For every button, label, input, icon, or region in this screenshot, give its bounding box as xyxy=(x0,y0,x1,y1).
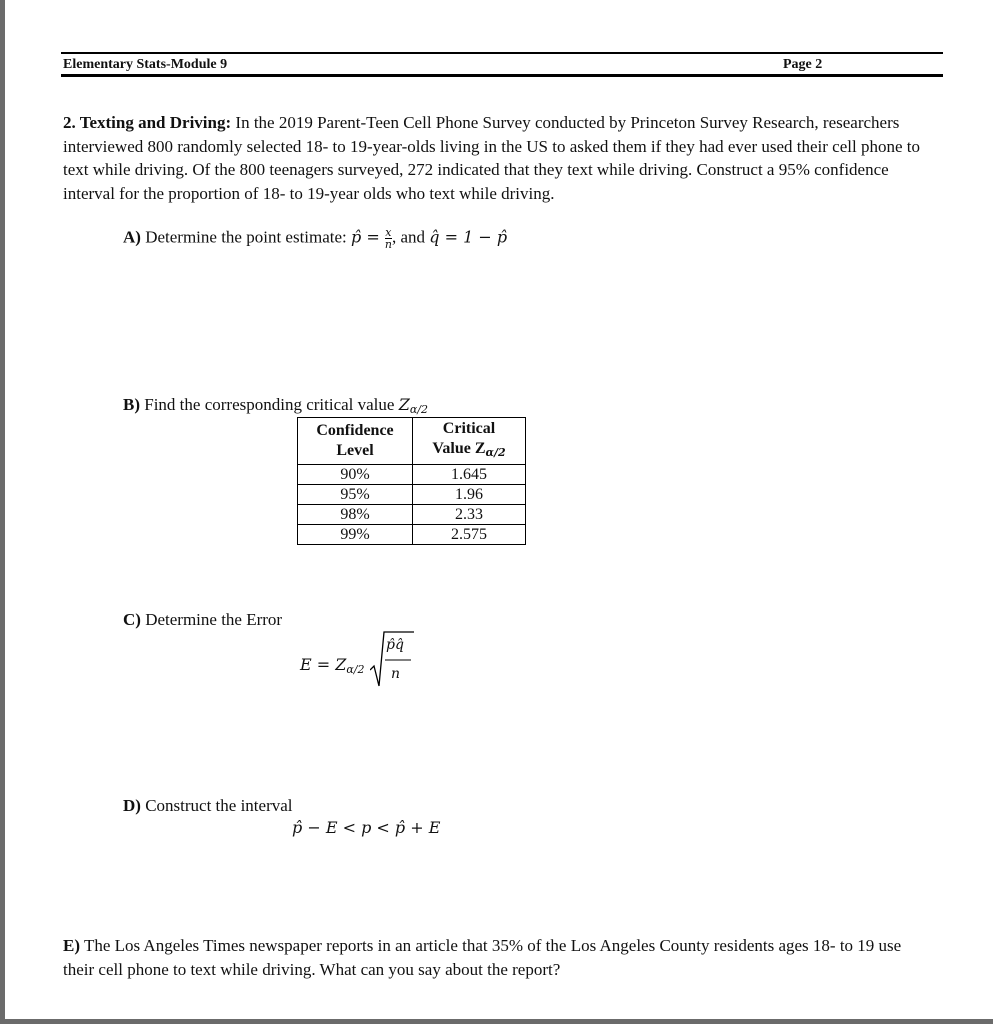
part-a-frac-den: n xyxy=(384,238,392,251)
problem-statement xyxy=(63,111,933,205)
interval-formula: p̂ − E < p < p̂ + E xyxy=(292,818,441,837)
part-b-label: B) xyxy=(123,395,140,414)
header-line: Level xyxy=(336,442,374,459)
header-course-title: Elementary Stats-Module 9 xyxy=(63,57,228,72)
header-rule-top xyxy=(61,52,943,54)
header-rule-bottom xyxy=(61,74,943,77)
table-cell: 98% xyxy=(298,505,413,525)
table-row xyxy=(298,465,526,485)
part-b-z-sub: α/2 xyxy=(409,403,428,416)
part-a-frac-num: x xyxy=(385,226,392,239)
sqrt-fraction xyxy=(370,628,414,690)
part-a-label: A) xyxy=(123,227,141,247)
part-a-comma: , xyxy=(391,227,397,247)
part-a-fraction xyxy=(385,227,392,250)
part-c-text: Determine the Error xyxy=(140,610,283,629)
part-a-text: Determine the point estimate: xyxy=(140,227,352,247)
sqrt-denominator: n xyxy=(391,666,401,682)
header-page-number: Page 2 xyxy=(783,57,823,72)
table-header-critical xyxy=(413,418,526,465)
error-lhs: E = Z xyxy=(300,655,347,674)
part-a-phat: p̂ = xyxy=(351,227,385,247)
part-b xyxy=(123,395,428,416)
part-d xyxy=(123,796,293,816)
table-row xyxy=(298,485,526,505)
error-formula-lhs xyxy=(300,655,365,676)
part-d-label: D) xyxy=(123,796,141,815)
sqrt-numerator: p̂q̂ xyxy=(386,637,404,653)
part-e-text: The Los Angeles Times newspaper reports in an article that 35% of the Los Angeles County residents ages 18- to 19 use their cell phone to text while driving. What can you say about the report? xyxy=(63,936,902,979)
header-sub: α/2 xyxy=(485,446,506,459)
table-cell: 2.33 xyxy=(413,505,526,525)
window-bottom-border xyxy=(0,1019,993,1024)
table-row xyxy=(298,505,526,525)
part-b-text: Find the corresponding critical value xyxy=(140,395,399,414)
table-header-row xyxy=(298,418,526,465)
problem-text: In the 2019 Parent-Teen Cell Phone Survey conducted by Princeton Survey Research, researchers interviewed 800 randomly selected 18- to 19-year-olds living in the US to asked them if they had ever used their cell phone to text while driving. Of the 800 teenagers surveyed, 272 indicated that they text while driving. Construct a 95% confidence interval for the proportion of 18- to 19-year olds who text while driving. xyxy=(63,113,920,203)
critical-value-table xyxy=(297,417,526,545)
part-e xyxy=(63,934,933,982)
window-left-border xyxy=(0,0,5,1024)
part-c-label: C) xyxy=(123,610,141,629)
header-line: Value Z xyxy=(432,440,486,457)
table-cell: 2.575 xyxy=(413,525,526,545)
table-header-confidence xyxy=(298,418,413,465)
table-row xyxy=(298,525,526,545)
header-line: Critical xyxy=(442,420,496,437)
part-a-qhat: q̂ = 1 − p̂ xyxy=(429,227,508,247)
part-b-z: Z xyxy=(398,395,410,414)
table-cell: 95% xyxy=(298,485,413,505)
error-sub: α/2 xyxy=(346,663,365,676)
header-line: Confidence xyxy=(316,422,394,439)
table-cell: 1.96 xyxy=(413,485,526,505)
part-e-label: E) xyxy=(63,936,80,955)
part-c xyxy=(123,610,282,630)
part-a xyxy=(123,227,507,250)
problem-title: 2. Texting and Driving: xyxy=(63,113,232,132)
table-cell: 1.645 xyxy=(413,465,526,485)
table-cell: 99% xyxy=(298,525,413,545)
table-cell: 90% xyxy=(298,465,413,485)
part-d-text: Construct the interval xyxy=(140,796,293,815)
part-a-and: and xyxy=(396,227,430,247)
